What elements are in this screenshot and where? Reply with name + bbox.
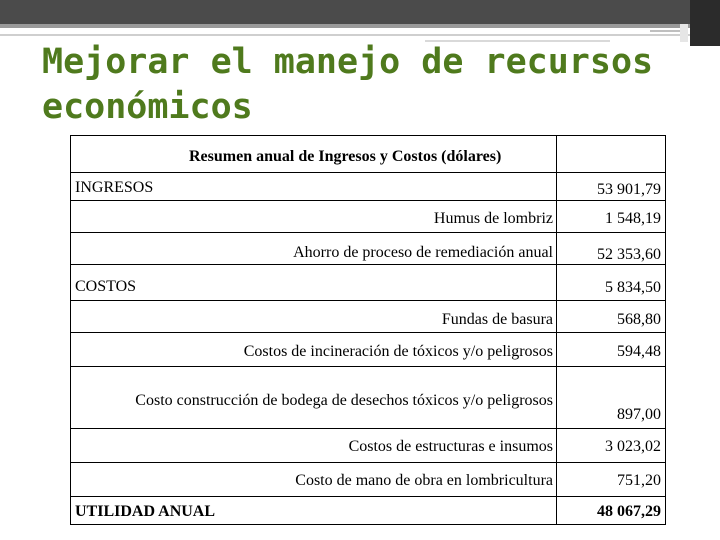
table-row-value: 568,80 (617, 311, 661, 328)
table-row-label: Costo construcción de bodega de desechos tóxicos y/o peligrosos (135, 392, 553, 409)
row-divider (71, 232, 665, 233)
table-header: Resumen anual de Ingresos y Costos (dólares) (189, 148, 502, 165)
costos-total: 5 834,50 (605, 279, 661, 296)
table-row-value: 897,00 (617, 406, 661, 423)
table-row-label: Costos de estructuras e insumos (348, 438, 553, 455)
utilidad-label: UTILIDAD ANUAL (75, 503, 216, 520)
costos-label: COSTOS (75, 278, 137, 295)
table-row-label: Humus de lombriz (433, 210, 553, 227)
row-divider (71, 200, 665, 201)
slide-accent-line (650, 30, 680, 32)
row-divider (71, 428, 665, 429)
table-row-value: 52 353,60 (597, 246, 661, 263)
table-row-value: 3 023,02 (605, 438, 661, 455)
ingresos-total: 53 901,79 (597, 181, 661, 198)
slide-title-line-1: Mejorar el manejo de recursos (42, 42, 654, 82)
row-divider (71, 264, 665, 265)
slide-top-bar (0, 0, 720, 24)
row-divider (71, 496, 665, 497)
table-row-value: 1 548,19 (605, 210, 661, 227)
table-row-value: 751,20 (617, 472, 661, 489)
row-divider (71, 366, 665, 367)
ingresos-label: INGRESOS (75, 179, 154, 196)
summary-table (70, 135, 666, 525)
slide-top-corner (690, 0, 720, 46)
row-divider (71, 462, 665, 463)
slide-title-line-2: económicos (42, 87, 253, 127)
utilidad-value: 48 067,29 (597, 503, 661, 520)
table-row-label: Costo de mano de obra en lombricultura (295, 472, 553, 489)
row-divider (71, 332, 665, 333)
column-divider (556, 136, 557, 524)
table-row-label: Fundas de basura (441, 311, 553, 328)
slide-top-line (0, 24, 690, 28)
header-divider (71, 172, 665, 173)
table-row-value: 594,48 (617, 343, 661, 360)
row-divider (71, 300, 665, 301)
table-row-label: Ahorro de proceso de remediación anual (293, 244, 553, 261)
slide-title (42, 40, 682, 130)
slide-top-thin-line (0, 34, 690, 36)
table-row-label: Costos de incineración de tóxicos y/o peligrosos (243, 343, 553, 360)
